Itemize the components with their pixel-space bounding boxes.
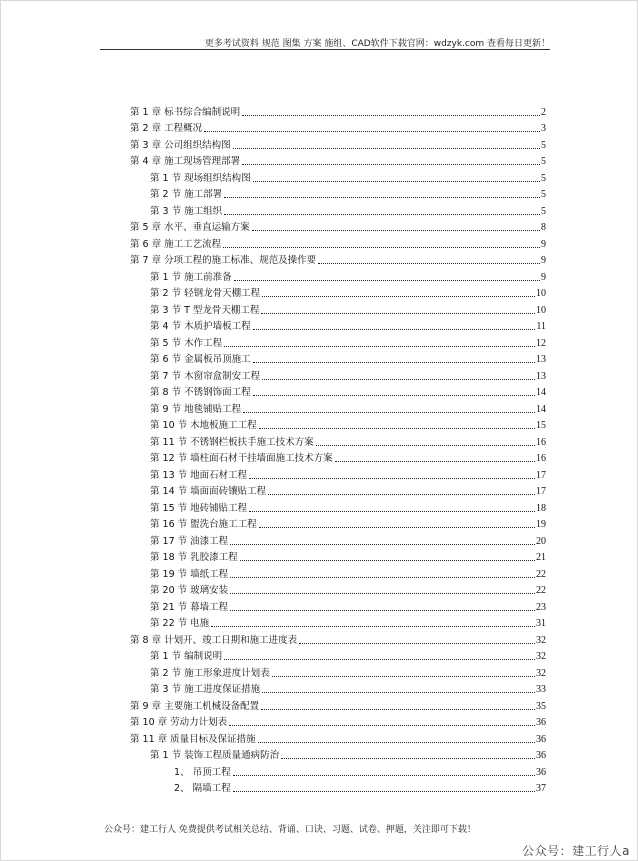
toc-dot-leader [230,543,535,545]
page-footer: 公众号：建工行人 免费提供考试相关总结、背诵、口诀、习题、试卷、押题，关注即可下载！ [104,825,476,835]
toc-entry-label: 第 13 节 地面石材工程 [150,469,248,481]
toc-entry-page-number: 5 [541,189,546,200]
toc-entry-label: 第 1 节 编制说明 [150,651,223,662]
toc-dot-leader [259,526,535,528]
toc-entry[interactable] [130,101,546,118]
toc-entry[interactable] [130,349,546,366]
toc-entry-label: 第 1 节 施工前准备 [150,271,232,283]
toc-entry-page-number: 33 [536,684,546,695]
toc-entry[interactable] [130,283,546,300]
toc-entry-label: 第 6 章 施工工艺流程 [130,238,222,250]
toc-entry[interactable] [130,184,546,201]
toc-entry[interactable] [130,761,546,778]
toc-entry-page-number: 20 [536,535,546,547]
toc-dot-leader [253,328,536,330]
toc-dot-leader [252,229,540,231]
toc-entry-label: 第 7 节 木窗帘盒制安工程 [150,370,261,382]
toc-entry-label: 第 10 节 木地板施工工程 [150,420,257,431]
toc-dot-leader [242,114,540,116]
toc-entry[interactable] [130,118,546,135]
toc-entry-page-number: 9 [541,238,546,250]
toc-dot-leader [233,790,535,792]
toc-entry-label: 第 3 节 施工组织 [150,205,223,217]
toc-entry[interactable] [130,415,546,432]
toc-entry[interactable] [130,662,546,679]
toc-entry-label: 第 1 节 装饰工程质量通病防治 [150,750,280,761]
toc-dot-leader [211,625,535,627]
toc-dot-leader [249,510,535,512]
toc-entry[interactable] [130,530,546,547]
toc-entry[interactable] [130,266,546,283]
toc-entry[interactable] [130,629,546,646]
toc-entry-label: 第 6 节 金属板吊顶施工 [150,354,251,365]
toc-entry[interactable] [130,613,546,630]
toc-dot-leader [253,361,535,363]
toc-entry[interactable] [130,200,546,217]
toc-entry-label: 第 10 章 劳动力计划表 [130,717,228,728]
toc-entry-page-number: 37 [536,783,546,794]
toc-dot-leader [318,262,540,264]
toc-entry[interactable] [130,596,546,613]
toc-entry-label: 第 17 节 油漆工程 [150,535,229,547]
toc-dot-leader [261,708,535,710]
table-of-contents [130,101,546,794]
toc-dot-leader [281,757,535,759]
toc-entry[interactable] [130,167,546,184]
toc-entry-page-number: 16 [536,453,546,464]
header-rule [100,49,550,50]
toc-dot-leader [234,279,540,281]
toc-entry[interactable] [130,646,546,663]
toc-entry[interactable] [130,217,546,234]
toc-entry[interactable] [130,712,546,729]
toc-dot-leader [229,724,535,726]
toc-entry[interactable] [130,233,546,250]
toc-entry-label: 第 5 节 木作工程 [150,337,223,349]
toc-entry-label: 第 11 节 不锈钢栏板扶手施工技术方案 [150,436,314,448]
toc-entry-label: 第 3 章 公司组织结构图 [130,139,231,151]
toc-dot-leader [224,196,540,198]
toc-entry-page-number: 32 [536,651,546,662]
toc-entry[interactable] [130,134,546,151]
watermark: 公众号：建工行人a [522,844,630,858]
toc-entry-label: 第 9 节 地毯铺贴工程 [150,403,242,415]
toc-entry-label: 第 5 章 水平、垂直运输方案 [130,222,250,233]
toc-entry-page-number: 5 [541,205,546,217]
toc-entry-page-number: 5 [541,172,546,184]
toc-entry-label: 2、 隔墙工程 [174,783,231,794]
toc-dot-leader [224,658,535,660]
toc-dot-leader [230,609,535,611]
toc-entry[interactable] [130,151,546,168]
toc-dot-leader [261,312,535,314]
toc-entry[interactable] [130,563,546,580]
toc-entry-label: 第 2 节 轻钢龙骨天棚工程 [150,288,261,299]
toc-dot-leader [253,394,535,396]
toc-entry-page-number: 5 [541,156,546,167]
toc-entry-page-number: 2 [541,106,546,118]
toc-entry-page-number: 12 [536,337,546,349]
toc-entry-page-number: 9 [541,271,546,283]
toc-entry-page-number: 15 [536,420,546,431]
toc-entry-label: 第 2 节 施工部署 [150,189,223,200]
toc-entry[interactable] [130,728,546,745]
toc-entry[interactable] [130,481,546,498]
toc-dot-leader [253,180,540,182]
toc-entry-page-number: 32 [536,634,546,646]
toc-dot-leader [259,427,535,429]
toc-entry-label: 第 9 章 主要施工机械设备配置 [130,700,260,712]
toc-entry-label: 第 4 节 木质护墙板工程 [150,321,251,332]
toc-entry-page-number: 3 [541,123,546,134]
toc-entry[interactable] [130,464,546,481]
toc-entry[interactable] [130,299,546,316]
toc-entry-page-number: 14 [536,387,546,398]
toc-entry-label: 第 3 节 T 型龙骨天棚工程 [150,304,260,316]
toc-entry-page-number: 22 [536,568,546,580]
toc-entry[interactable] [130,778,546,795]
toc-entry-page-number: 8 [541,222,546,233]
toc-entry-label: 第 20 节 玻璃安装 [150,585,229,596]
toc-dot-leader [258,741,535,743]
toc-entry[interactable] [130,547,546,564]
toc-entry-label: 第 2 节 施工形象进度计划表 [150,667,270,679]
toc-entry[interactable] [130,431,546,448]
toc-entry-page-number: 17 [536,469,546,481]
toc-entry-page-number: 23 [536,601,546,613]
toc-dot-leader [223,246,540,248]
toc-entry-label: 第 19 节 墙纸工程 [150,568,229,580]
toc-entry-page-number: 10 [536,288,546,299]
toc-entry[interactable] [130,514,546,531]
toc-entry-page-number: 22 [536,585,546,596]
toc-dot-leader [243,411,535,413]
page-header: 更多考试资料 规范 图集 方案 施组、CAD软件下载官网：wdzyk.com 查看每日更新！ [204,39,550,49]
toc-dot-leader [299,642,535,644]
toc-dot-leader [262,378,535,380]
toc-entry-page-number: 18 [536,502,546,514]
toc-entry[interactable] [130,316,546,333]
toc-entry-label: 第 22 节 电施 [150,618,210,629]
toc-entry-page-number: 31 [536,618,546,629]
toc-entry[interactable] [130,365,546,382]
toc-entry[interactable] [130,382,546,399]
toc-dot-leader [233,774,535,776]
toc-dot-leader [335,460,535,462]
toc-entry-label: 第 12 节 墙柱面石材干挂墙面施工技术方案 [150,453,333,464]
toc-entry-label: 第 8 节 不锈钢饰面工程 [150,387,251,398]
toc-entry-page-number: 32 [536,667,546,679]
toc-dot-leader [233,147,540,149]
toc-dot-leader [204,130,540,132]
toc-entry-label: 第 4 章 施工现场管理部署 [130,156,241,167]
toc-entry[interactable] [130,250,546,267]
toc-entry[interactable] [130,679,546,696]
toc-entry-page-number: 21 [536,552,546,563]
toc-dot-leader [240,559,535,561]
toc-entry-page-number: 17 [536,486,546,497]
toc-entry-page-number: 13 [536,370,546,382]
toc-entry-label: 第 7 章 分项工程的施工标准、规范及操作要 [130,255,317,266]
toc-dot-leader [272,675,535,677]
toc-entry[interactable] [130,580,546,597]
toc-entry-label: 1、 吊顶工程 [174,766,231,778]
toc-entry-label: 第 8 章 计划开、竣工日期和施工进度表 [130,634,298,646]
toc-entry[interactable] [130,745,546,762]
toc-entry-label: 第 15 节 地砖铺贴工程 [150,502,248,514]
toc-dot-leader [268,493,535,495]
toc-entry-page-number: 36 [536,766,546,778]
toc-entry-page-number: 13 [536,354,546,365]
toc-dot-leader [224,213,540,215]
toc-entry-label: 第 21 节 幕墙工程 [150,601,229,613]
toc-dot-leader [230,576,535,578]
toc-entry[interactable] [130,695,546,712]
toc-entry-label: 第 16 节 盥洗台施工工程 [150,519,257,530]
toc-dot-leader [242,163,540,165]
toc-entry-page-number: 11 [536,321,546,332]
toc-entry-page-number: 36 [536,717,546,728]
toc-entry-label: 第 2 章 工程概况 [130,123,203,134]
toc-entry-label: 第 1 节 现场组织结构图 [150,172,251,184]
toc-entry-label: 第 18 节 乳胶漆工程 [150,552,238,563]
toc-entry[interactable] [130,497,546,514]
toc-dot-leader [262,295,535,297]
toc-entry-page-number: 36 [536,733,546,745]
toc-entry[interactable] [130,332,546,349]
toc-entry-label: 第 3 节 施工进度保证措施 [150,684,261,695]
toc-entry[interactable] [130,448,546,465]
toc-dot-leader [230,592,535,594]
toc-dot-leader [224,345,535,347]
toc-entry-page-number: 10 [536,304,546,316]
toc-entry-page-number: 14 [536,403,546,415]
toc-entry[interactable] [130,398,546,415]
toc-dot-leader [262,691,535,693]
toc-entry-label: 第 11 章 质量目标及保证措施 [130,733,256,745]
toc-entry-page-number: 36 [536,750,546,761]
toc-dot-leader [249,477,535,479]
toc-entry-page-number: 5 [541,139,546,151]
toc-dot-leader [316,444,535,446]
toc-entry-label: 第 14 节 墙面面砖镶贴工程 [150,486,267,497]
toc-entry-page-number: 9 [541,255,546,266]
toc-entry-page-number: 16 [536,436,546,448]
toc-entry-label: 第 1 章 标书综合编制说明 [130,106,241,118]
toc-entry-page-number: 19 [536,519,546,530]
toc-entry-page-number: 35 [536,700,546,712]
